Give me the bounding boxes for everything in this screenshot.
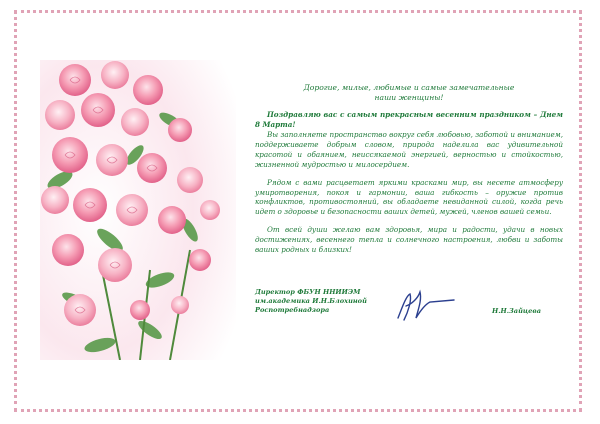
greeting-line-2: наши женщины! [374,93,444,103]
letter-body [255,83,563,263]
signatory-line-2: им.академика И.Н.Блохиной [255,297,367,306]
greeting-line-1: Дорогие, милые, любимые и самые замечательные [303,83,515,92]
signatory-line-3: Роспотребнадзора [255,306,330,315]
signatory-line-1: Директор ФБУН ННИИЭМ [255,288,361,296]
signature-icon [392,288,462,324]
greeting [255,83,563,104]
signatory-title [255,288,367,316]
roses-illustration [40,60,236,360]
signatory-name: Н.Н.Зайцева [492,307,541,315]
paragraph-wishes: От всей души желаю вам здоровья, мира и радости, удачи в новых достижениях, весеннего тепла и солнечного настроения, любви и заботы ваших родных и близких! [255,225,563,255]
roses-bouquet-image [40,60,236,360]
paragraph-world: Рядом с вами расцветает яркими красками мир, вы несете атмосферу умиротворения, покоя и гармонии, ваша гибкость – оружие против конфликтов, противостояний, вы обладаете невиданной силой, когда речь идет о здоровье и безопасности ваших детей, мужей, членов вашей семьи. [255,177,563,217]
paragraph-congratulation: Поздравляю вас с самым прекрасным весенним праздником – Днем 8 Марта! [255,109,563,129]
paragraph-qualities: Вы заполняете пространство вокруг себя любовью, заботой и вниманием, поддерживаете добрым словом, природа наделила вас удивительной красотой и обаянием, неиссякаемой энергией, верностью и стойкостью, жизненной мудростью и милосердием. [255,129,563,169]
